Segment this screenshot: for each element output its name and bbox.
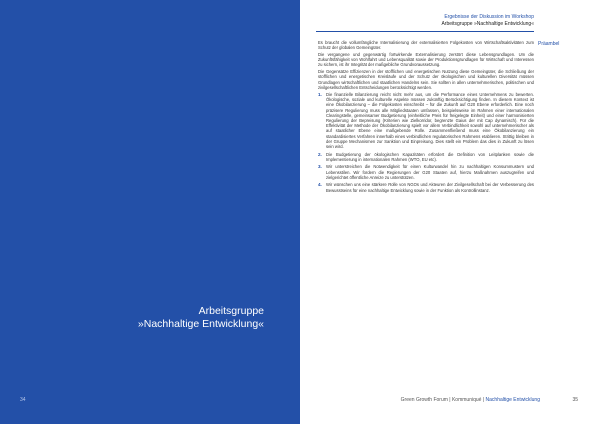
footer-text: Green Growth Forum | Kommuniqué | (400, 397, 485, 403)
footer-section: Nachhaltige Entwicklung (485, 397, 540, 403)
list-item (318, 92, 534, 149)
list-item-text: Wir unterstreichen die Notwendigkeit für einen Kulturwandel hin zu nachhaltigen Konsummustern und Lebensstilen. Wir fordern die Regierungen der G20 Staaten auf, hierzu Maßnahmen auszugreifen und zielgerichtet öffentliche Anreize zu unterstützen. (326, 164, 534, 180)
list-item-text: Die finanzielle Bilanzierung reicht nicht mehr aus, um die Performance eines Unternehmens zu bewerten. Ökologische, soziale und kulturelle Aspekte müssen zukünftig Berücksichtigung finden. In diesem Kontext ist eine Ökobilanzierung – die Folgekosten einschreibt – für die Zukunft auf G20 Ebene erforderlich. Eine noch präzisere Regulierung muss alle Mitgliedstaaten umfassen, beispielsweise im Rahmen einer internationalen Clearingstelle, gemeinsamer Budgetierung (einheitliche Preis für freigelegte Einheit) und einer harmonisierten Regulierung der Bepreisung (Kriterien wie Zielkorridor, begrenzte Gaius der mit Cap dynamisch). Für die Effektivität der Methode der Ökobilanzierung spielt vor allem Verbindlichkeit sowohl auf unternehmerischer als auf staatlicher Ebene eine maßgebende Rolle. Zusammenfließend muss eine Ökobilanzierung ein standardisiertes Verfahren innerhalb eines verbindlichen regulatorischen Rahmens etablieren. Strittig bleiben in der Gruppe Mechanismen zur Sanktion und Einpreisung. Dies stellt ein Problem das dies in Zukunft zu lösen sein wird. (326, 92, 534, 150)
intro-paragraph: Es braucht die vollumfängliche Internalisierung der externalisierten Folgekosten von Wirtschaftsaktivitäten zum Schutz der globalen Gemeingüter. (318, 40, 534, 51)
list-item (318, 164, 534, 180)
intro-paragraph: Die vergangene und gegenwärtig fortwirkende Externalisierung zerstört diese Lebensgrundlagen. Um die Zukunftsfähigkeit von Wohlfahrt und Lebensqualität sowie der Produktionsgrundlagen für Wirtschaft und Interessen zu sichern, ist ihr Integrität der maßgebliche Grundvoraussetzung. (318, 52, 534, 68)
right-page (300, 0, 600, 424)
body-text (318, 40, 534, 195)
page-number-left: 34 (20, 397, 26, 403)
list-item-number: 3. (318, 164, 322, 170)
title-line-2: »Nachhaltige Entwicklung« (137, 318, 264, 330)
list-item (318, 152, 534, 162)
running-footer (401, 397, 540, 403)
list-item-number: 4. (318, 182, 322, 188)
running-header (441, 14, 534, 28)
page-title (138, 305, 264, 331)
numbered-list (318, 92, 534, 193)
list-item (318, 182, 534, 192)
list-item-number: 2. (318, 151, 322, 157)
list-item-number: 1. (318, 92, 322, 98)
list-item-text: Die Budgetierung der ökologischen Kapazitäten erfordert die Definition von Leitplanken sowie die Implementierung in internationalen Rahmen (WTO, EU etc). (326, 151, 534, 162)
title-line-1: Arbeitsgruppe (198, 305, 264, 317)
intro-paragraph: Die Gegensätze Effizienzen in der stofflichen und energetischen Nutzung diese Gemeingüter, die Schließung der stofflichen und energetischen Kreisläufe und der Schutz der ökologischen und kulturellen Diversität müssen Grundlagen wirtschaftlichen und staatlichen Handelns sein. Sie sollten in allen unternehmerischen, politischen und zivilgesellschaftlichen Entscheidungen berücksichtigt werden. (318, 69, 534, 90)
sidenote-preamble: Präambel (538, 41, 560, 47)
header-rule (316, 31, 534, 32)
list-item-text: Wir wünschen uns eine stärkere Rolle von NGOs und Akteuren der Zivilgesellschaft bei der Verbesserung des Bewusstseins für eine nachhaltige Entwicklung sowie in der Funktion als Kontrollinstanz. (326, 182, 534, 193)
header-line-2: Arbeitsgruppe »Nachhaltige Entwicklung« (441, 21, 534, 27)
header-line-1: Ergebnisse der Diskussion im Workshop (444, 14, 534, 20)
page-number-right: 35 (572, 397, 578, 403)
